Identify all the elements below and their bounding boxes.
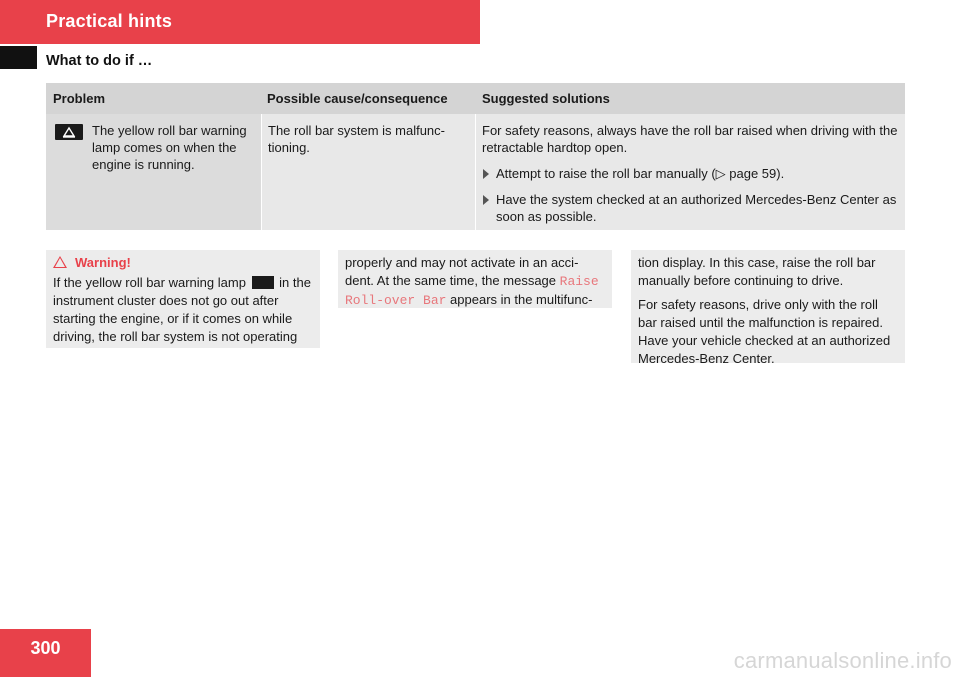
display-message: Raise Roll-over Bar — [345, 274, 599, 308]
cause-cell — [262, 114, 475, 230]
warning-text-col3-p2: For safety reasons, drive only with the roll bar raised until the malfunction is repaired. Have your vehicle checked at an authorized Mercedes-Benz Center. — [638, 297, 891, 366]
section-title: Practical hints — [46, 11, 173, 31]
solution-step — [482, 191, 899, 225]
page-number-box — [0, 629, 91, 677]
cause-text: The roll bar system is malfunc- tioning. — [268, 123, 445, 155]
solution-step — [482, 165, 899, 182]
table-row — [46, 114, 905, 230]
step-arrow-icon — [483, 195, 489, 205]
column-header-problem: Problem — [53, 91, 106, 106]
step-arrow-icon — [483, 169, 489, 179]
warning-triangle-icon — [53, 256, 67, 268]
roll-bar-warning-icon — [55, 124, 83, 140]
warning-text-col2-end: appears in the multifunc- — [450, 292, 593, 307]
warning-title: Warning! — [53, 254, 314, 272]
page-number: 300 — [30, 638, 61, 658]
column-header-cause: Possible cause/consequence — [267, 91, 448, 106]
warning-text-col3-p1: tion display. In this case, raise the roll bar manually before continuing to drive. — [638, 255, 876, 288]
warning-text-start: If the yellow roll bar warning lamp — [53, 275, 246, 290]
section-tab-marker — [0, 46, 37, 69]
solution-step-text: Have the system checked at an authorized Mercedes-Benz Center as soon as possible. — [496, 192, 897, 224]
solution-step-text: Attempt to raise the roll bar manually (▷ page 59). — [496, 166, 785, 181]
watermark: carmanualsonline.info — [733, 648, 952, 673]
warning-box-column-1 — [46, 250, 320, 348]
warning-text-col2-start: properly and may not activate in an acci-dent. At the same time, the message — [345, 255, 579, 288]
subheading: What to do if … — [46, 53, 153, 69]
problem-text: The yellow roll bar warning lamp comes on when the engine is running. — [92, 123, 247, 172]
solutions-cell — [476, 114, 905, 230]
warning-box-column-2 — [338, 250, 612, 308]
warning-text-continued: in the instrument cluster does not go out after starting the engine, or if it comes on while driving, the roll bar system is not operating — [53, 275, 311, 344]
table-header-row — [46, 83, 905, 114]
problem-cell — [46, 114, 261, 230]
header-bar — [0, 0, 480, 44]
problem-table — [46, 83, 905, 230]
roll-bar-warning-icon — [252, 276, 274, 289]
column-header-solutions: Suggested solutions — [482, 91, 610, 106]
warning-box-column-3 — [631, 250, 905, 366]
solution-intro: For safety reasons, always have the roll bar raised when driving with the retractable hardtop open. — [482, 123, 898, 155]
